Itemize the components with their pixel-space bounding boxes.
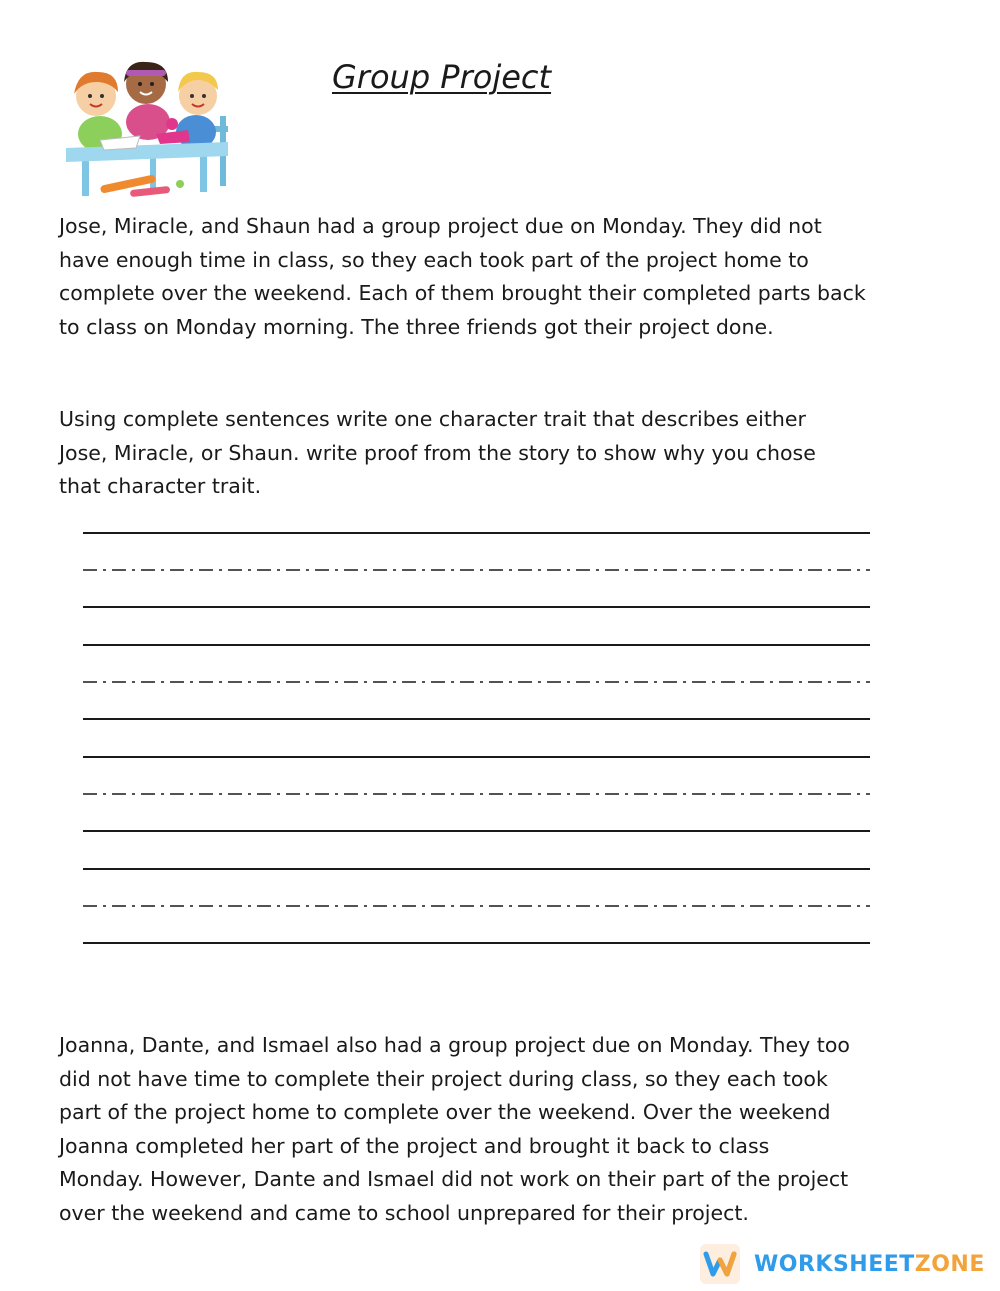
brand-text-zone: ZONE	[914, 1251, 985, 1277]
question-prompt	[59, 403, 959, 504]
story-paragraph-2	[59, 1029, 959, 1230]
story-2-line: Monday. However, Dante and Ismael did not work on their part of the project	[59, 1167, 849, 1191]
prompt-line: that character trait.	[59, 474, 262, 498]
handwriting-lines	[83, 532, 870, 952]
prompt-line: Jose, Miracle, or Shaun. write proof from the story to show why you chose	[59, 440, 816, 465]
story-1-line: have enough time in class, so they each took part of the project home to	[59, 247, 809, 272]
story-paragraph-1	[59, 210, 959, 344]
worksheetzone-watermark	[700, 1244, 985, 1284]
story-2-line: did not have time to complete their project during class, so they each took	[59, 1066, 828, 1091]
story-2-line: Joanna completed her part of the project and brought it back to class	[59, 1133, 770, 1158]
story-1-line: Jose, Miracle, and Shaun had a group project due on Monday. They did not	[59, 214, 822, 238]
worksheetzone-logo-icon	[700, 1244, 740, 1284]
story-2-line: Joanna, Dante, and Ismael also had a group project due on Monday. They too	[59, 1033, 850, 1057]
handwriting-answer-area[interactable]	[83, 532, 870, 952]
brand-text-worksheet: WORKSHEET	[754, 1251, 915, 1277]
kids-doing-crafts-icon	[60, 56, 235, 204]
story-1-line: complete over the weekend. Each of them brought their completed parts back	[59, 281, 866, 305]
kids-crafting-illustration	[60, 56, 235, 204]
story-2-line: over the weekend and came to school unprepared for their project.	[59, 1200, 749, 1225]
story-1-line: to class on Monday morning. The three friends got their project done.	[59, 314, 774, 339]
story-2-line: part of the project home to complete over the weekend. Over the weekend	[59, 1100, 831, 1124]
prompt-line: Using complete sentences write one character trait that describes either	[59, 407, 806, 431]
worksheet-title: Group Project	[332, 58, 552, 96]
worksheetzone-wordmark	[754, 1252, 985, 1277]
